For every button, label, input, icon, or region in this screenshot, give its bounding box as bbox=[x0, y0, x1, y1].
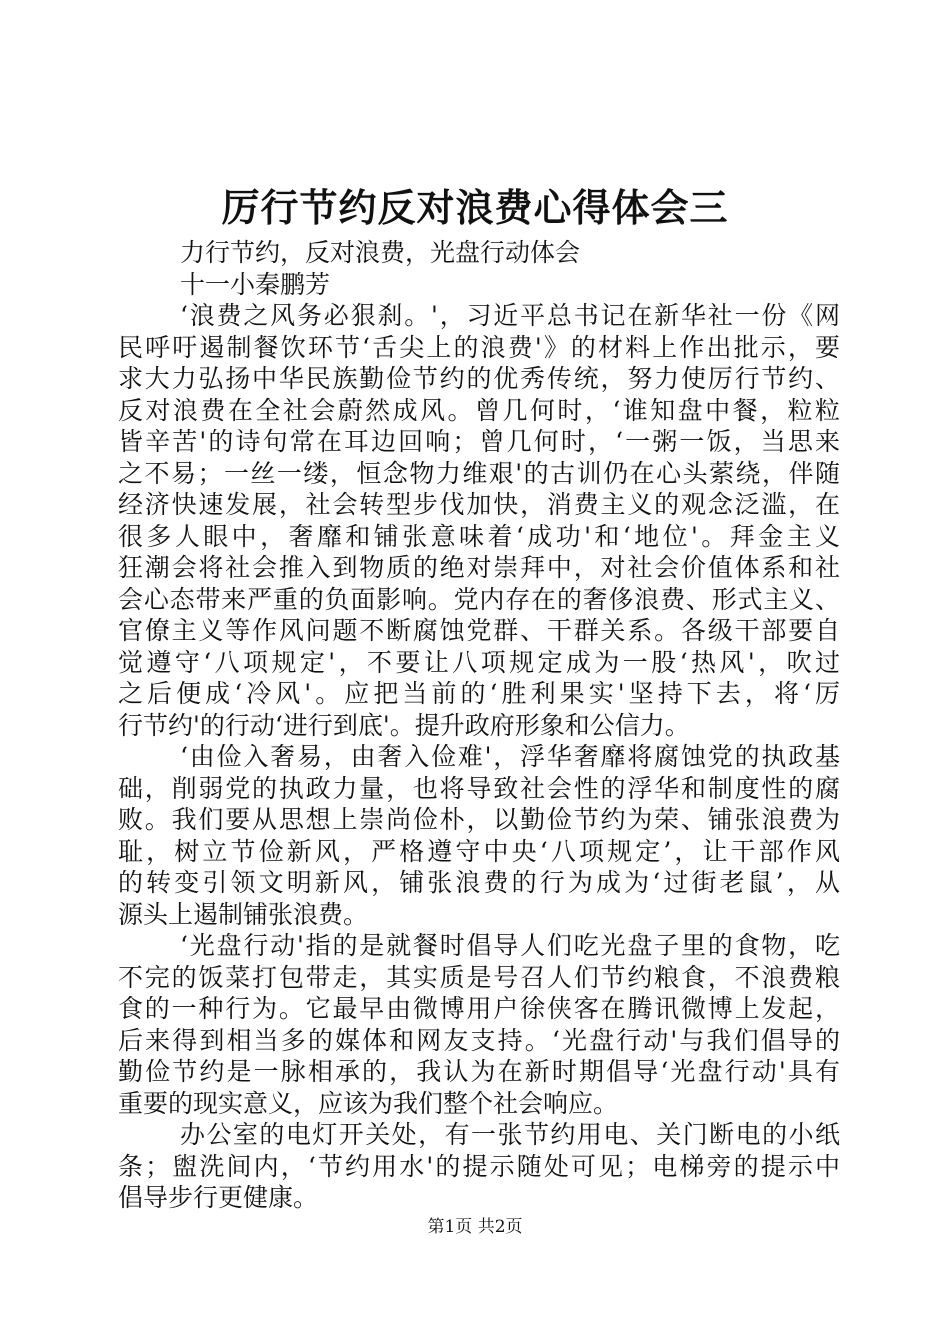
paragraph-1-line-12: 觉遵守‘八项规定'，不要让八项规定成为一股‘热风'，吹过 bbox=[118, 647, 840, 677]
document-title: 厉行节约反对浪费心得体会三 bbox=[221, 185, 729, 230]
paragraph-2-line-3: 败。我们要从思想上崇尚俭朴，以勤俭节约为荣、铺张浪费为 bbox=[118, 805, 840, 834]
document-body bbox=[118, 237, 840, 1214]
paragraph-3-line-6: 重要的现实意义，应该为我们整个社会响应。 bbox=[118, 1088, 619, 1118]
paragraph-2-line-4: 耻，树立节俭新风，严格遵守中央‘八项规定’，让干部作风 bbox=[118, 836, 840, 866]
paragraph-2-line-1: ‘由俭入奢易，由奢入俭难'，浮华奢靡将腐蚀党的执政基 bbox=[180, 742, 840, 771]
paragraph-1-line-14: 行节约'的行动‘进行到底'。提升政府形象和公信力。 bbox=[118, 710, 690, 740]
paragraph-3-line-3: 食的一种行为。它最早由微博用户徐侠客在腾讯微博上发起， bbox=[118, 994, 840, 1023]
paragraph-1-line-7: 经济快速发展，社会转型步伐加快，消费主义的观念泛滥，在 bbox=[118, 490, 840, 519]
paragraph-1-line-13: 之后便成‘冷风'。应把当前的‘胜利果实'坚持下去，将‘厉 bbox=[118, 679, 840, 708]
author-line: 十一小秦鹏芳 bbox=[180, 269, 331, 299]
paragraph-1-line-4: 反对浪费在全社会蔚然成风。曾几何时，‘谁知盘中餐，粒粒 bbox=[118, 395, 840, 425]
subtitle-line: 力行节约，反对浪费，光盘行动体会 bbox=[180, 238, 581, 267]
page-number-footer: 第1页 共2页 bbox=[427, 1217, 523, 1237]
paragraph-1-line-10: 会心态带来严重的负面影响。党内存在的奢侈浪费、形式主义、 bbox=[118, 584, 840, 614]
paragraph-1-line-9: 狂潮会将社会推入到物质的绝对崇拜中，对社会价值体系和社 bbox=[118, 553, 840, 582]
paragraph-1-line-6: 之不易；一丝一缕，恒念物力维艰'的古训仍在心头萦绕，伴随 bbox=[118, 458, 840, 488]
paragraph-4-line-2: 条；盥洗间内，‘节约用水'的提示随处可见；电梯旁的提示中 bbox=[118, 1151, 840, 1181]
paragraph-3-line-1: ‘光盘行动'指的是就餐时倡导人们吃光盘子里的食物，吃 bbox=[180, 931, 840, 960]
paragraph-1-line-2: 民呼吁遏制餐饮环节‘舌尖上的浪费'》的材料上作出批示，要 bbox=[118, 332, 840, 362]
paragraph-4-line-3: 倡导步行更健康。 bbox=[118, 1183, 319, 1212]
paragraph-3-line-5: 勤俭节约是一脉相承的，我认为在新时期倡导‘光盘行动'具有 bbox=[118, 1057, 840, 1086]
paragraph-3-line-4: 后来得到相当多的媒体和网友支持。‘光盘行动'与我们倡导的 bbox=[118, 1025, 840, 1055]
paragraph-1-line-1: ‘浪费之风务必狠刹。'，习近平总书记在新华社一份《网 bbox=[180, 301, 840, 330]
paragraph-2-line-5: 的转变引领文明新风，铺张浪费的行为成为‘过街老鼠’，从 bbox=[118, 868, 840, 897]
paragraph-2-line-6: 源头上遏制铺张浪费。 bbox=[118, 899, 369, 929]
paragraph-1-line-8: 很多人眼中，奢靡和铺张意味着‘成功'和‘地位'。拜金主义 bbox=[118, 521, 840, 551]
paragraph-1-line-3: 求大力弘扬中华民族勤俭节约的优秀传统，努力使厉行节约、 bbox=[118, 364, 840, 393]
paragraph-2-line-2: 础，削弱党的执政力量，也将导致社会性的浮华和制度性的腐 bbox=[118, 773, 840, 803]
paragraph-3-line-2: 不完的饭菜打包带走，其实质是号召人们节约粮食，不浪费粮 bbox=[118, 962, 840, 992]
paragraph-1-line-5: 皆辛苦'的诗句常在耳边回响；曾几何时，‘一粥一饭，当思来 bbox=[118, 427, 840, 456]
paragraph-4-line-1: 办公室的电灯开关处，有一张节约用电、关门断电的小纸 bbox=[180, 1120, 840, 1149]
paragraph-1-line-11: 官僚主义等作风问题不断腐蚀党群、干群关系。各级干部要自 bbox=[118, 616, 840, 645]
